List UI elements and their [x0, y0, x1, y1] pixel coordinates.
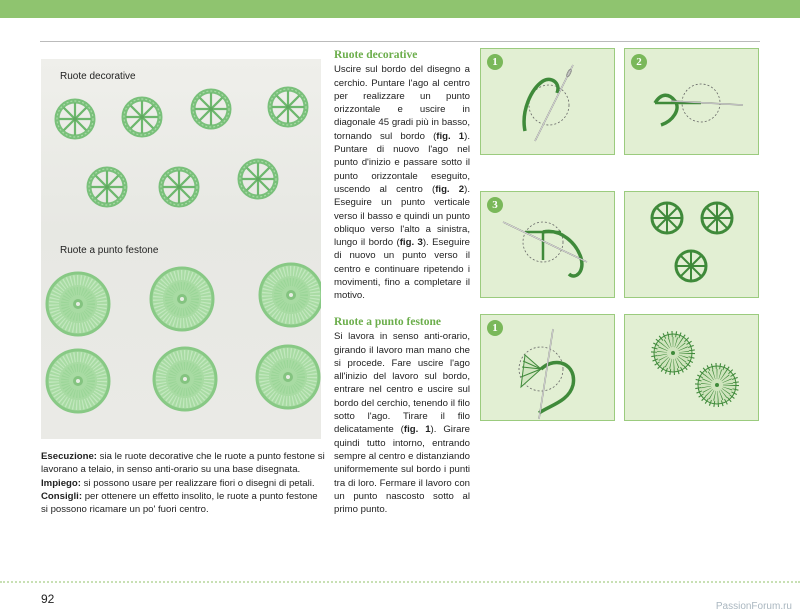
photo-label-decorative: Ruote decorative [60, 71, 136, 82]
caption-impiego-label: Impiego: [41, 477, 81, 489]
page-number: 92 [41, 592, 55, 606]
figure-2-finished-festone [624, 314, 759, 421]
section-heading: Ruote decorative [334, 49, 418, 61]
figure-number: 1 [487, 54, 503, 70]
section-ruote-decorative [334, 49, 470, 303]
bottom-dotted-rule [0, 581, 800, 583]
figure-number: 3 [487, 197, 503, 213]
figure-1-decorative [480, 48, 615, 155]
figure-4-finished-wheels [624, 191, 759, 298]
caption [41, 450, 326, 516]
instruction-text: Uscire sul bordo del disegno a cerchio. Puntare l'ago al centro per realizzare un punto orizzontale e uscire in diagonale 45 gradi più in basso, tornando sul bordo ( [334, 64, 470, 142]
figure-1-festone [480, 314, 615, 421]
fig-ref: fig. 2 [435, 183, 465, 195]
fig-ref: fig. 1 [403, 424, 431, 436]
watermark: PassionForum.ru [715, 601, 792, 612]
wheels-illustration [625, 192, 760, 299]
caption-consigli-label: Consigli: [41, 490, 83, 502]
instruction-text: ). Puntare di nuovo l'ago nel punto d'inizio e passare sotto il punto orizzontale eseguito, uscendo al centro ( [334, 130, 470, 195]
caption-impiego-text: si possono usare per realizzare fiori o disegni di petali. [83, 477, 315, 489]
figure-number: 2 [631, 54, 647, 70]
section-heading: Ruote a punto festone [334, 316, 442, 328]
instruction-text: ). Eseguire un punto verticale verso il basso e quindi un punto obliquo verso l'alto a sinistra, lungo il bordo ( [334, 183, 471, 249]
instruction-text: ). Eseguire di nuovo un punto verso il centro e continuare ripetendo i movimenti, fino a completare il motivo. [334, 237, 470, 302]
instruction-text: Si lavora in senso anti-orario, girando il lavoro man mano che si procede. Fare uscire l'ago all'inizio del lavoro sul bordo, entrare nel centro e uscire sul bordo del cerchio, tenendo il filo sotto l'ago. Tirare il filo delicatamente ( [334, 331, 470, 436]
figure-2-decorative [624, 48, 759, 155]
instruction-text: ). Girare quindi tutto intorno, entrando sempre al centro e distanziando uniformemente sul bordo i punti tra di loro. Fermare il lavoro con un punto nascosto sotto al primo punto. [334, 424, 471, 516]
fig-ref: fig. 3 [399, 237, 423, 249]
figure-3-decorative [480, 191, 615, 298]
fig-ref: fig. 1 [436, 130, 465, 142]
top-rule [40, 41, 760, 42]
caption-esecuzione-label: Esecuzione: [41, 451, 97, 462]
embroidery-photo [41, 59, 321, 439]
section-ruote-festone [334, 316, 470, 516]
photo-label-festone: Ruote a punto festone [60, 245, 159, 256]
top-color-bar [0, 0, 800, 18]
festone-wheels-illustration [625, 315, 760, 422]
caption-consigli-text: per ottenere un effetto insolito, le ruote a punto festone si possono ricamare un po' fuori centro. [41, 490, 318, 516]
caption-esecuzione-text: sia le ruote decorative che le ruote a punto festone si lavorano a telaio, in senso anti-orario su una base disegnata. [41, 451, 325, 476]
figure-number: 1 [487, 320, 503, 336]
